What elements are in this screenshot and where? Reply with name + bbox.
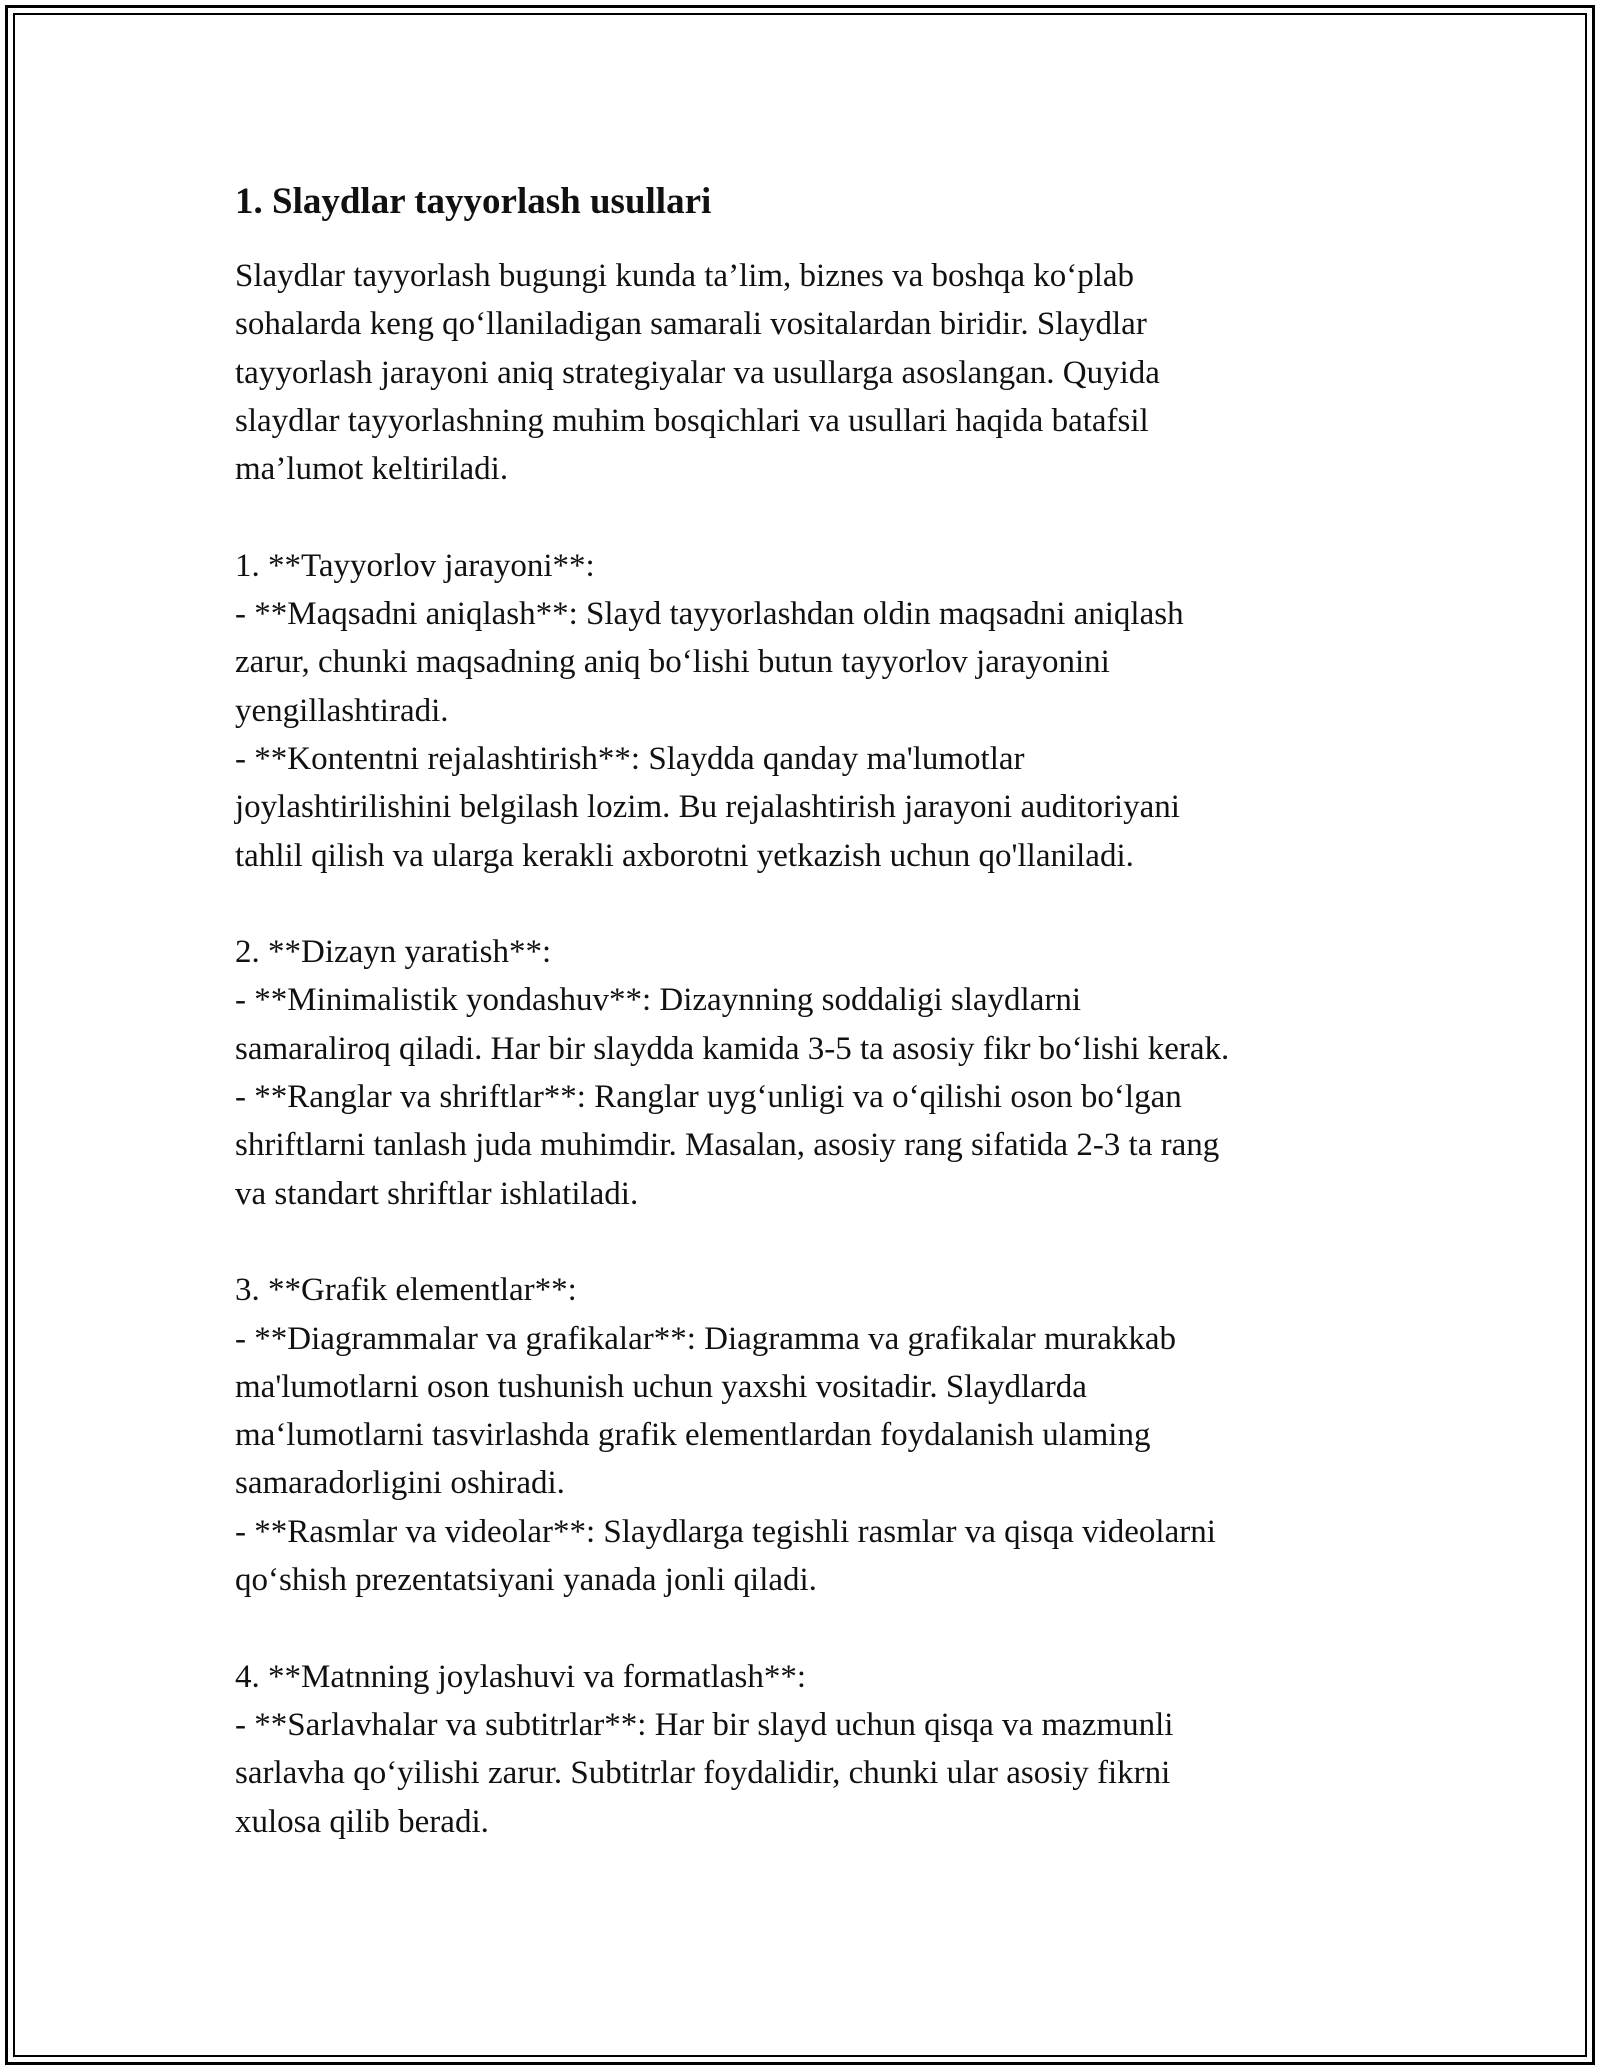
section-dizayn-yaratish: 2. **Dizayn yaratish**: - **Minimalistik yondashuv**: Dizaynning soddaligi slaydlarni samaraliroq qiladi. Har bir slaydda kamida 3-5 ta asosiy fikr bo‘lishi kerak. - **Ranglar va shriftlar**: Ranglar uyg‘unligi va o‘qilishi oson bo‘lgan shriftlarni tanlash juda muhimdir. Masalan, asosiy rang sifatida 2-3 ta rang va standart shriftlar ishlatiladi. <box>235 934 1230 1212</box>
intro-paragraph: Slaydlar tayyorlash bugungi kunda ta’lim, biznes va boshqa ko‘plab sohalarda keng qo‘llaniladigan samarali vositalardan biridir. Slaydlar tayyorlash jarayoni aniq strategiyalar va usullarga asoslangan. Quyida slaydlar tayyorlashning muhim bosqichlari va usullari haqida batafsil ma’lumot keltiriladi. <box>235 258 1160 488</box>
section-tayyorlov-jarayoni: 1. **Tayyorlov jarayoni**: - **Maqsadni aniqlash**: Slayd tayyorlashdan oldin maqsadni aniqlash zarur, chunki maqsadning aniq bo‘lishi butun tayyorlov jarayonini yengillashtiradi. - **Kontentni rejalashtirish**: Slaydda qanday ma'lumotlar joylashtirilishini belgilash lozim. Bu rejalashtirish jarayoni auditoriyani tahlil qilish va ularga kerakli axborotni yetkazish uchun qo'llaniladi. <box>235 547 1184 874</box>
paragraph-gap <box>235 1218 1375 1266</box>
paragraph-gap <box>235 1604 1375 1652</box>
document-body <box>235 178 1375 1846</box>
section-matn-joylashuvi: 4. **Matnning joylashuvi va formatlash**: - **Sarlavhalar va subtitrlar**: Har bir slayd uchun qisqa va mazmunli sarlavha qo‘yilishi zarur. Subtitrlar foydalidir, chunki ular asosiy fikrni xulosa qilib beradi. <box>235 1658 1174 1840</box>
section-grafik-elementlar: 3. **Grafik elementlar**: - **Diagrammalar va grafikalar**: Diagramma va grafikalar murakkab ma'lumotlarni oson tushunish uchun yaxshi vositadir. Slaydlarda ma‘lumotlarni tasvirlashda grafik elementlardan foydalanish ulaming samaradorligini oshiradi. - **Rasmlar va videolar**: Slaydlarga tegishli rasmlar va qisqa videolarni qo‘shish prezentatsiyani yanada jonli qiladi. <box>235 1272 1216 1599</box>
section-heading: 1. Slaydlar tayyorlash usullari <box>235 181 712 222</box>
paragraph-gap <box>235 880 1375 928</box>
paragraph-gap <box>235 493 1375 541</box>
